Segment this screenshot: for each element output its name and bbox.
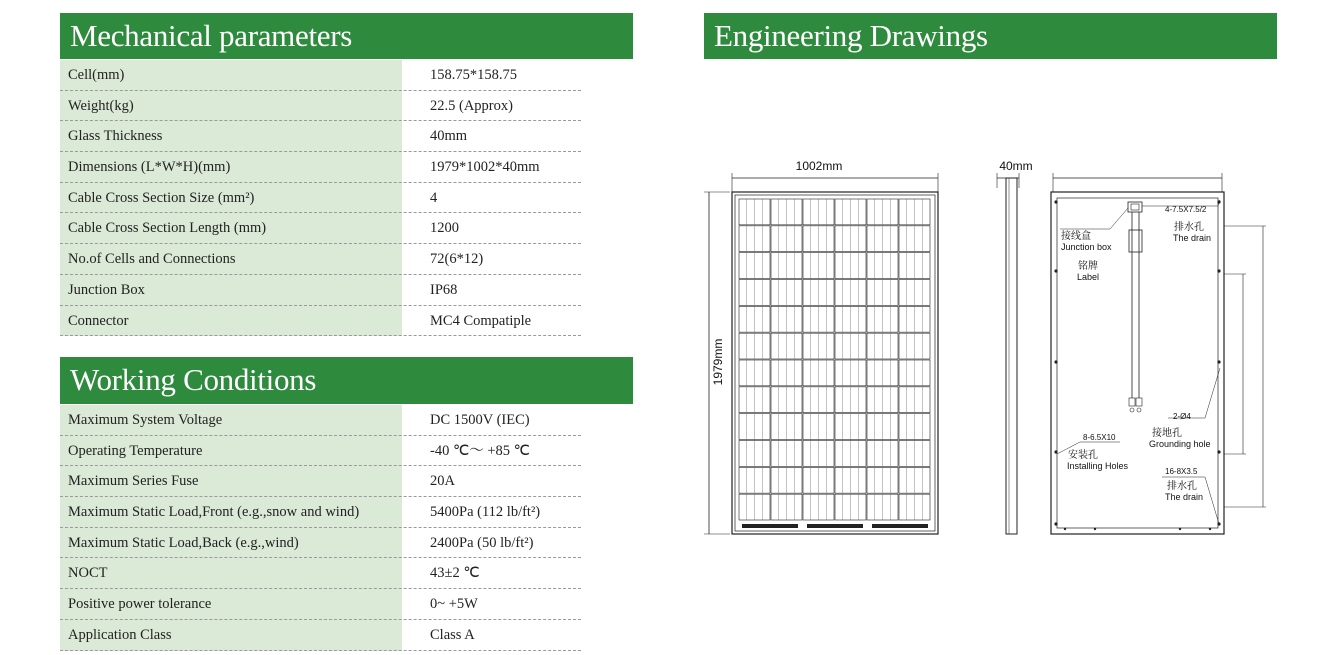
spec-label: Maximum System Voltage [60,405,402,436]
spec-row [60,620,581,651]
spec-row [60,213,581,244]
spec-label: Junction Box [60,275,402,306]
spec-value: -40 ℃～ +85 ℃ [430,442,530,459]
rear-view [1051,173,1266,534]
installing-cn-label: 安装孔 [1068,450,1098,461]
width-dimension-label: 1002mm [795,159,843,173]
drain-top-en-label: The drain [1173,233,1212,243]
spec-value: IP68 [430,281,458,298]
spec-label: Cable Cross Section Length (mm) [60,213,402,244]
spec-label: Connector [60,306,402,337]
spec-value: 158.75*158.75 [430,67,517,83]
spec-row [60,244,581,275]
engineering-drawing [700,140,1280,560]
spec-row [60,183,581,214]
spec-row [60,589,581,620]
spec-row [60,60,581,91]
spec-row [60,91,581,122]
spec-row [60,436,581,467]
installing-en-label: Installing Holes [1067,461,1129,471]
spec-value: 40mm [430,128,468,145]
drain-bottom-dimension: 16-8X3.5 [1165,467,1198,476]
label-en-label: Label [1077,272,1100,282]
spec-row [60,466,581,497]
side-view [997,159,1033,534]
height-dimension-label: 1979mm [711,338,725,386]
spec-label: Maximum Series Fuse [60,466,402,497]
spec-value: 0~ +5W [430,596,478,613]
spec-row [60,497,581,528]
engineering-drawings-header [704,13,1277,59]
spec-label: Operating Temperature [60,436,402,467]
spec-row [60,306,581,337]
depth-dimension-label: 40mm [999,159,1033,173]
spec-row [60,121,581,152]
label-cn-label: 铭牌 [1078,261,1098,272]
spec-value: 20A [430,473,455,490]
grounding-en-label: Grounding hole [1149,439,1211,449]
junction-box-en-label: Junction box [1061,242,1112,252]
front-view [704,159,938,534]
engineering-drawing-svg [700,140,1280,560]
spec-value: 1979*1002*40mm [430,159,540,176]
spec-value: 2400Pa (50 lb/ft²) [430,534,534,551]
spec-row [60,528,581,559]
working-conditions-header [60,357,633,404]
spec-label: Maximum Static Load,Back (e.g.,wind) [60,528,402,559]
junction-box-cn-label: 接线盒 [1061,231,1091,242]
spec-label: No.of Cells and Connections [60,244,402,275]
grounding-cn-label: 接地孔 [1152,428,1182,439]
spec-value: 22.5 (Approx) [430,97,513,114]
drain-top-dimension: 4-7.5X7.5/2 [1165,205,1207,214]
spec-row [60,152,581,183]
grounding-dimension: 2-Ø4 [1173,412,1191,421]
spec-label: Maximum Static Load,Front (e.g.,snow and wind) [60,497,402,528]
spec-label: Dimensions (L*W*H)(mm) [60,152,402,183]
working-conditions-title: Working Conditions [70,362,317,397]
spec-label: Glass Thickness [60,121,402,152]
spec-value: 5400Pa (112 lb/ft²) [430,504,541,521]
mechanical-parameters-header [60,13,633,59]
drain-top-cn-label: 排水孔 [1174,222,1204,233]
spec-row [60,405,581,436]
spec-label: Cable Cross Section Size (mm²) [60,183,402,214]
working-conditions-table [60,405,581,651]
spec-value: 43±2 ℃ [430,565,480,582]
engineering-drawings-title: Engineering Drawings [714,18,988,53]
spec-label: Weight(kg) [60,91,402,122]
spec-value: MC4 Compatiple [430,312,532,329]
spec-label: Positive power tolerance [60,589,402,620]
spec-value: 4 [430,189,438,206]
mechanical-parameters-title: Mechanical parameters [70,18,353,53]
spec-label: Application Class [60,620,402,651]
spec-row [60,275,581,306]
spec-value: 72(6*12) [430,251,484,268]
mechanical-parameters-table [60,60,581,336]
spec-label: Cell(mm) [60,60,402,91]
installing-dimension: 8-6.5X10 [1083,433,1116,442]
spec-row [60,558,581,589]
spec-value: 1200 [430,220,459,237]
drain-bottom-en-label: The drain [1165,492,1204,502]
drain-bottom-cn-label: 排水孔 [1167,481,1197,492]
spec-value: DC 1500V (IEC) [430,412,530,428]
spec-label: NOCT [60,558,402,589]
spec-value: Class A [430,626,475,643]
